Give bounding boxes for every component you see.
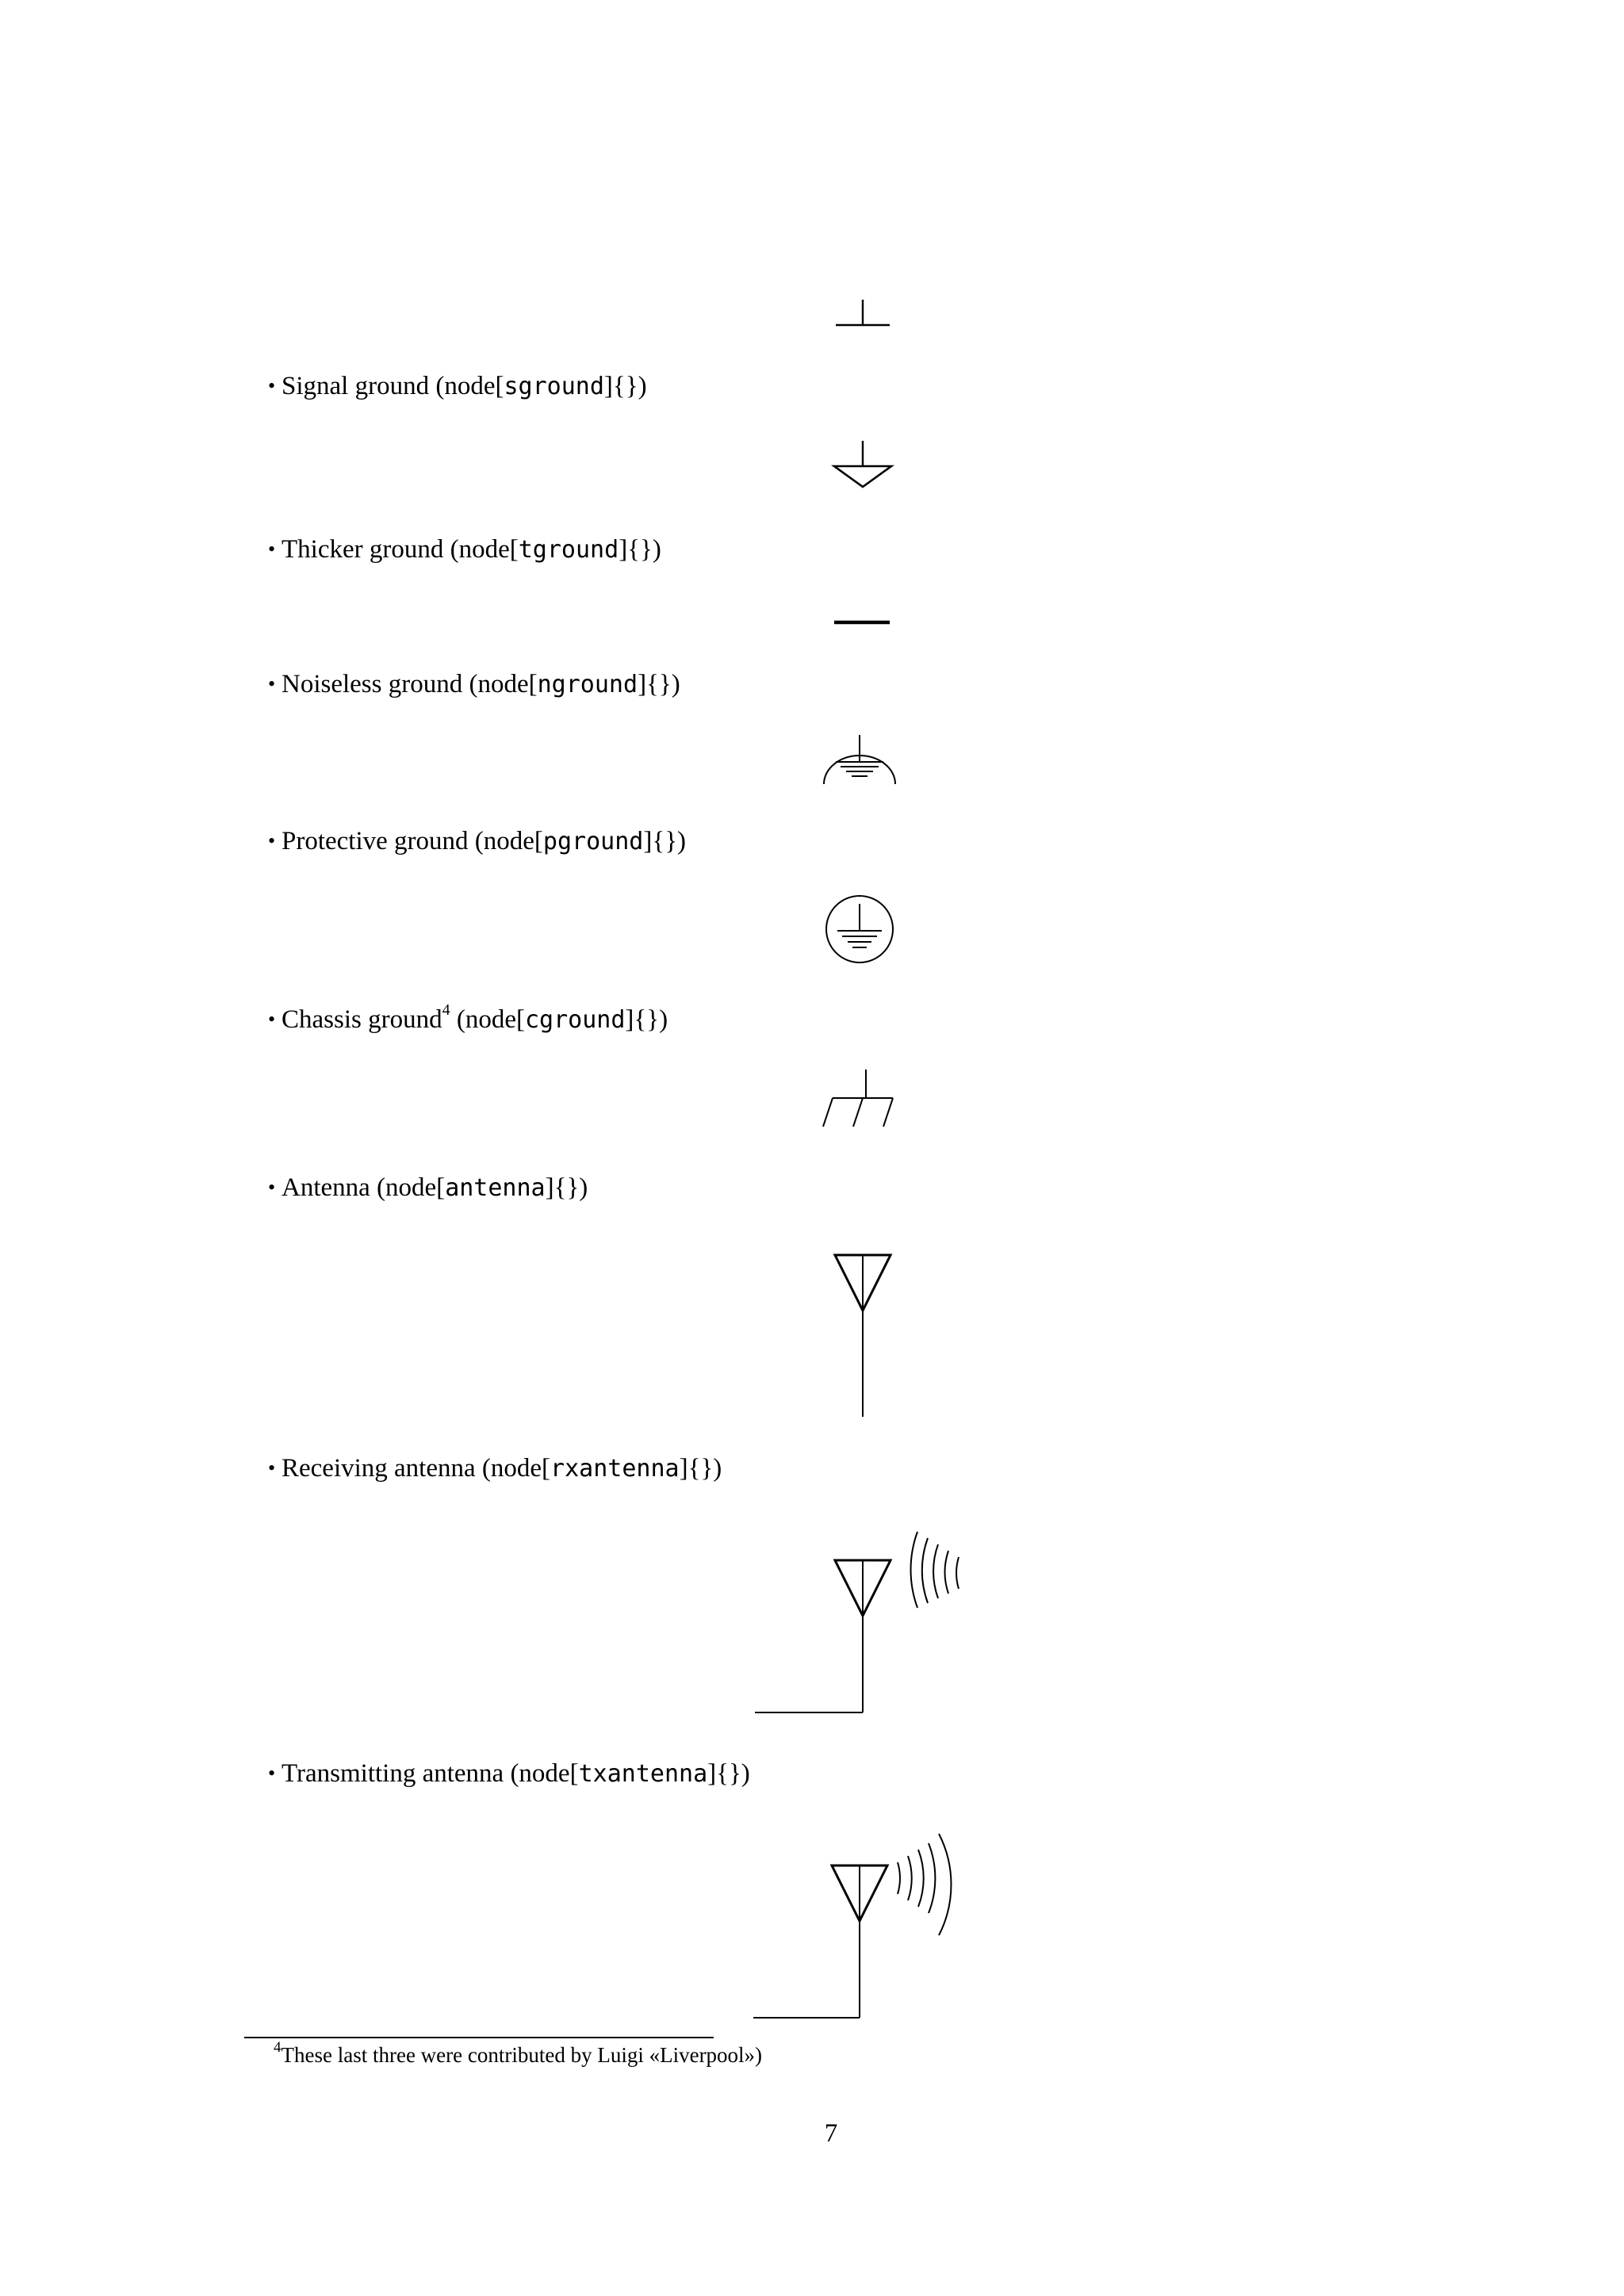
bullet: •: [268, 1008, 276, 1031]
item-label: Antenna: [282, 1173, 370, 1202]
bullet: •: [268, 1456, 276, 1479]
list-item-thicker-ground: • Thicker ground (node[tground]{}): [268, 535, 661, 564]
chassis-ground-symbol: [817, 1066, 904, 1138]
footnote-mark: 4: [442, 1001, 450, 1019]
footnote: [274, 2039, 763, 2068]
item-code: txantenna: [578, 1760, 708, 1788]
page-number: 7: [824, 2119, 838, 2148]
list-item-protective-ground: • Protective ground (node[pground]{}): [268, 827, 687, 855]
item-code: tground: [518, 536, 619, 564]
ground-symbol: [825, 293, 896, 333]
item-label: Protective ground: [282, 827, 469, 855]
signal-ground-symbol: [825, 436, 896, 492]
list-item-antenna: • Antenna (node[antenna]{}): [268, 1173, 588, 1202]
bullet: •: [268, 829, 276, 852]
item-label: Chassis ground: [282, 1005, 442, 1034]
list-item-receiving-antenna: • Receiving antenna (node[rxantenna]{}): [268, 1454, 722, 1483]
list-item-noiseless-ground: • Noiseless ground (node[nground]{}): [268, 670, 680, 698]
list-item-transmitting-antenna: • Transmitting antenna (node[txantenna]{}): [268, 1759, 750, 1788]
noiseless-ground-symbol: [817, 733, 904, 789]
thicker-ground-symbol: [825, 610, 896, 634]
bullet: •: [268, 672, 276, 695]
item-code: antenna: [445, 1174, 546, 1202]
bullet: •: [268, 538, 276, 561]
footnote-text: These last three were contributed by Luigi «Liverpool»): [281, 2043, 763, 2067]
antenna-symbol: [825, 1241, 896, 1423]
item-code: pground: [542, 828, 644, 855]
footnote-rule: [244, 2037, 714, 2038]
protective-ground-symbol: [817, 890, 904, 969]
item-label: Signal ground: [282, 372, 430, 400]
bullet: •: [268, 1176, 276, 1199]
item-code: sground: [504, 373, 604, 400]
item-code: rxantenna: [550, 1455, 680, 1483]
list-item-signal-ground: • Signal ground (node[sground]{}): [268, 372, 647, 400]
footnote-number: 4: [274, 2039, 282, 2056]
bullet: •: [268, 1762, 276, 1785]
item-label: Noiseless ground: [282, 670, 463, 698]
item-code: nground: [537, 671, 638, 698]
bullet: •: [268, 374, 276, 397]
receiving-antenna-symbol: [745, 1522, 983, 1728]
item-label: Receiving antenna: [282, 1454, 476, 1483]
list-item-chassis-ground: • Chassis ground$^4$ (node[cground]{}): [268, 1001, 668, 1034]
item-code: cground: [524, 1006, 626, 1034]
transmitting-antenna-symbol: [745, 1827, 983, 2034]
item-label: Thicker ground: [282, 535, 444, 564]
item-label: Transmitting antenna: [282, 1759, 504, 1788]
